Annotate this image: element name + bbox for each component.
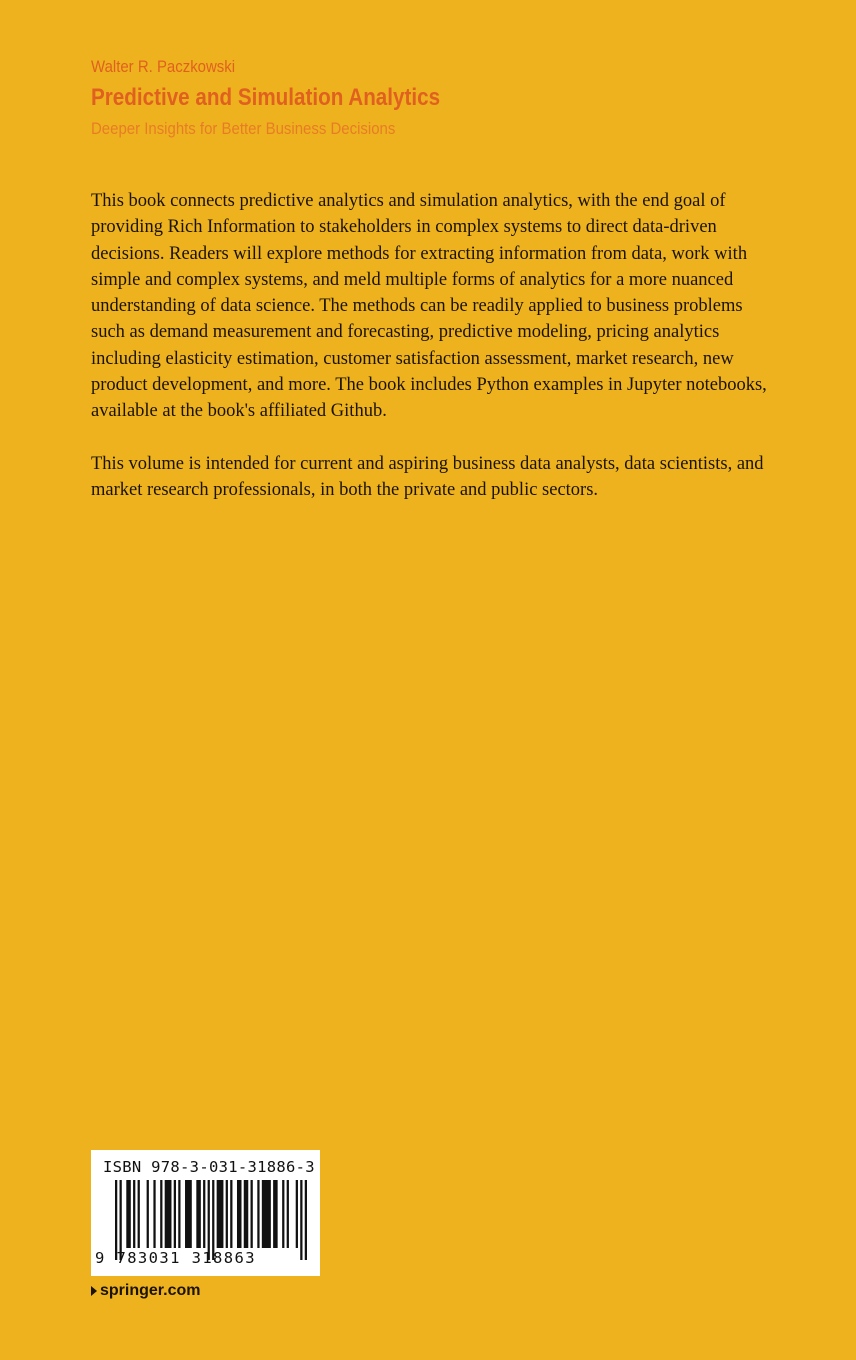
- barcode-bar: [287, 1180, 289, 1248]
- publisher-link-text: springer.com: [100, 1282, 201, 1299]
- barcode-bar: [273, 1180, 278, 1248]
- barcode-bar: [120, 1180, 122, 1260]
- barcode-bar: [305, 1180, 307, 1260]
- barcode-bar: [208, 1180, 210, 1260]
- barcode-bar: [244, 1180, 249, 1248]
- book-subtitle: Deeper Insights for Better Business Decisions: [91, 119, 396, 138]
- blurb-paragraph-2: This volume is intended for current and aspiring business data analysts, data scientists, and market research professionals, in both the private and public sectors.: [91, 453, 764, 500]
- barcode-bar: [174, 1180, 176, 1248]
- isbn-label: ISBN 978-3-031-31886-3: [103, 1158, 315, 1176]
- barcode-bar: [217, 1180, 224, 1248]
- barcode-bar: [147, 1180, 149, 1248]
- publisher-link[interactable]: [91, 1282, 200, 1300]
- barcode-bar: [133, 1180, 135, 1248]
- barcode-bar: [115, 1180, 117, 1260]
- barcode-bar: [165, 1180, 172, 1248]
- barcode-bar: [251, 1180, 253, 1248]
- barcode-bar: [160, 1180, 162, 1248]
- barcode-bar: [153, 1180, 155, 1248]
- triangle-arrow-icon: [91, 1286, 97, 1296]
- barcode-bar: [257, 1180, 259, 1248]
- barcode-bar: [230, 1180, 232, 1248]
- barcode-digits: 9 783031 318863: [95, 1249, 256, 1267]
- book-title: Predictive and Simulation Analytics: [91, 84, 441, 111]
- blurb: [91, 188, 781, 529]
- blurb-paragraph-1: This book connects predictive analytics and simulation analytics, with the end goal of providing Rich Information to stakeholders in complex systems to direct data-driven decisions. Readers will explore methods for extracting information from data, work with simple and complex systems, and meld multiple forms of analytics for a more nuanced understanding of data science. The methods can be readily applied to business problems such as demand measurement and forecasting, predictive modeling, pricing analytics including elasticity estimation, customer satisfaction assessment, market research, new product development, and more. The book includes Python examples in Jupyter notebooks, available at the book's affiliated Github.: [91, 191, 767, 422]
- barcode-bar: [226, 1180, 228, 1248]
- isbn-barcode: [91, 1150, 320, 1276]
- barcode-bar: [300, 1180, 302, 1260]
- barcode-bar: [178, 1180, 180, 1248]
- barcode-bar: [138, 1180, 140, 1248]
- barcode-bar: [185, 1180, 192, 1248]
- barcode-bar: [296, 1180, 298, 1248]
- barcode-icon: [115, 1180, 307, 1260]
- author-name: Walter R. Paczkowski: [91, 57, 236, 76]
- barcode-bar: [212, 1180, 214, 1260]
- barcode-bar: [262, 1180, 271, 1248]
- barcode-bar: [126, 1180, 131, 1248]
- barcode-bar: [203, 1180, 205, 1248]
- barcode-bar: [196, 1180, 201, 1248]
- barcode-bar: [282, 1180, 284, 1248]
- barcode-bar: [237, 1180, 242, 1248]
